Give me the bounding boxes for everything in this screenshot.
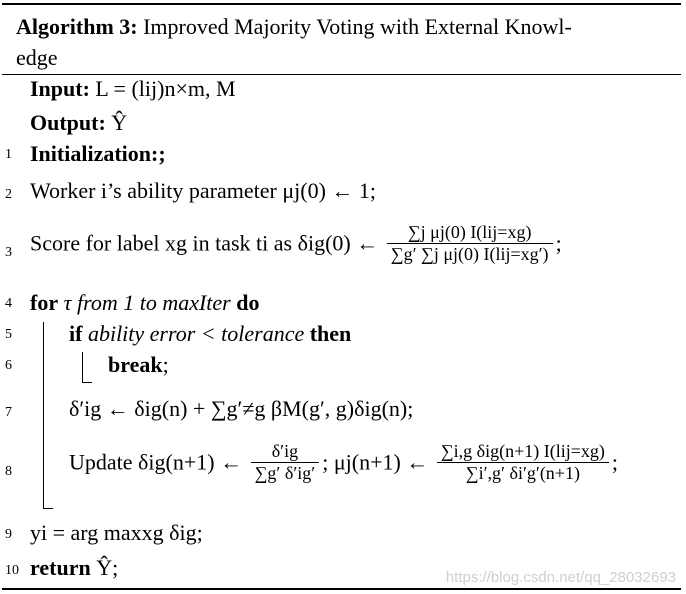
line-2: Worker i’s ability parameter μj(0) ← 1; [30, 178, 377, 203]
if-block-bar [82, 352, 83, 382]
line-10 [30, 555, 118, 581]
line-1: Initialization:; [30, 141, 166, 166]
for-keyword: for [30, 290, 59, 315]
delta-numerator: δ′ig [271, 441, 299, 461]
if-block-end [82, 382, 92, 383]
caption-label: Algorithm 3: [16, 14, 138, 39]
for-range: τ from 1 to maxIter [63, 290, 231, 315]
delta-denominator: ∑g′ δ′ig′ [251, 462, 320, 484]
line-4 [30, 290, 260, 316]
break-semicolon: ; [162, 352, 169, 377]
caption-title-cont: edge [16, 45, 58, 70]
line-number: 6 [5, 358, 12, 373]
if-keyword: if [69, 321, 83, 346]
do-keyword: do [236, 290, 260, 315]
caption-rule [2, 74, 681, 75]
line-9: yi = arg maxxg δig; [30, 520, 203, 545]
line-8-tail: ; [611, 449, 619, 475]
line-number: 9 [5, 527, 12, 542]
line-3-lhs: Score for label xg in task ti as δig(0) ← [30, 230, 379, 256]
output-line [30, 110, 127, 136]
for-block-bar [43, 322, 44, 508]
line-number: 10 [5, 563, 19, 578]
input-keyword: Input: [30, 76, 90, 101]
output-value: Ŷ [111, 110, 128, 135]
return-value: Ŷ; [96, 555, 119, 580]
mu-numerator: ∑i,g δig(n+1) I(lij=xg) [440, 441, 605, 461]
watermark: https://blog.csdn.net/qq_28032693 [445, 569, 676, 586]
mu-fraction [437, 441, 609, 484]
line-8 [69, 441, 618, 484]
delta-fraction [251, 441, 320, 484]
score-fraction [387, 222, 553, 265]
algorithm-caption [16, 11, 676, 73]
line-8-lhs: Update δig(n+1) ← [69, 449, 243, 475]
line-number: 4 [5, 296, 12, 311]
line-number: 5 [5, 327, 12, 342]
line-number: 1 [5, 147, 12, 162]
then-keyword: then [309, 321, 352, 346]
line-number: 7 [5, 405, 12, 420]
input-value: L = (lij)n×m, M [95, 76, 236, 101]
line-3 [30, 222, 562, 265]
input-line [30, 76, 236, 102]
line-number: 3 [5, 245, 12, 260]
output-keyword: Output: [30, 110, 106, 135]
score-numerator: ∑j μj(0) I(lij=xg) [407, 222, 532, 242]
if-condition: ability error < tolerance [87, 321, 305, 346]
line-number: 2 [5, 187, 12, 202]
line-8-mid: ; μj(n+1) ← [322, 449, 429, 475]
line-number: 8 [5, 464, 12, 479]
line-3-tail: ; [555, 230, 562, 256]
line-5 [69, 321, 351, 347]
for-block-end [43, 508, 53, 509]
line-7: δ′ig ← δig(n) + ∑g′≠g βM(g′, g)δig(n); [69, 396, 414, 421]
line-6 [108, 352, 169, 378]
mu-denominator: ∑i′,g′ δi′g′(n+1) [437, 462, 609, 484]
return-keyword: return [30, 555, 91, 580]
caption-title: Improved Majority Voting with External Knowl- [143, 14, 572, 39]
break-keyword: break [108, 352, 163, 377]
score-denominator: ∑g′ ∑j μj(0) I(lij=xg′) [387, 243, 553, 265]
